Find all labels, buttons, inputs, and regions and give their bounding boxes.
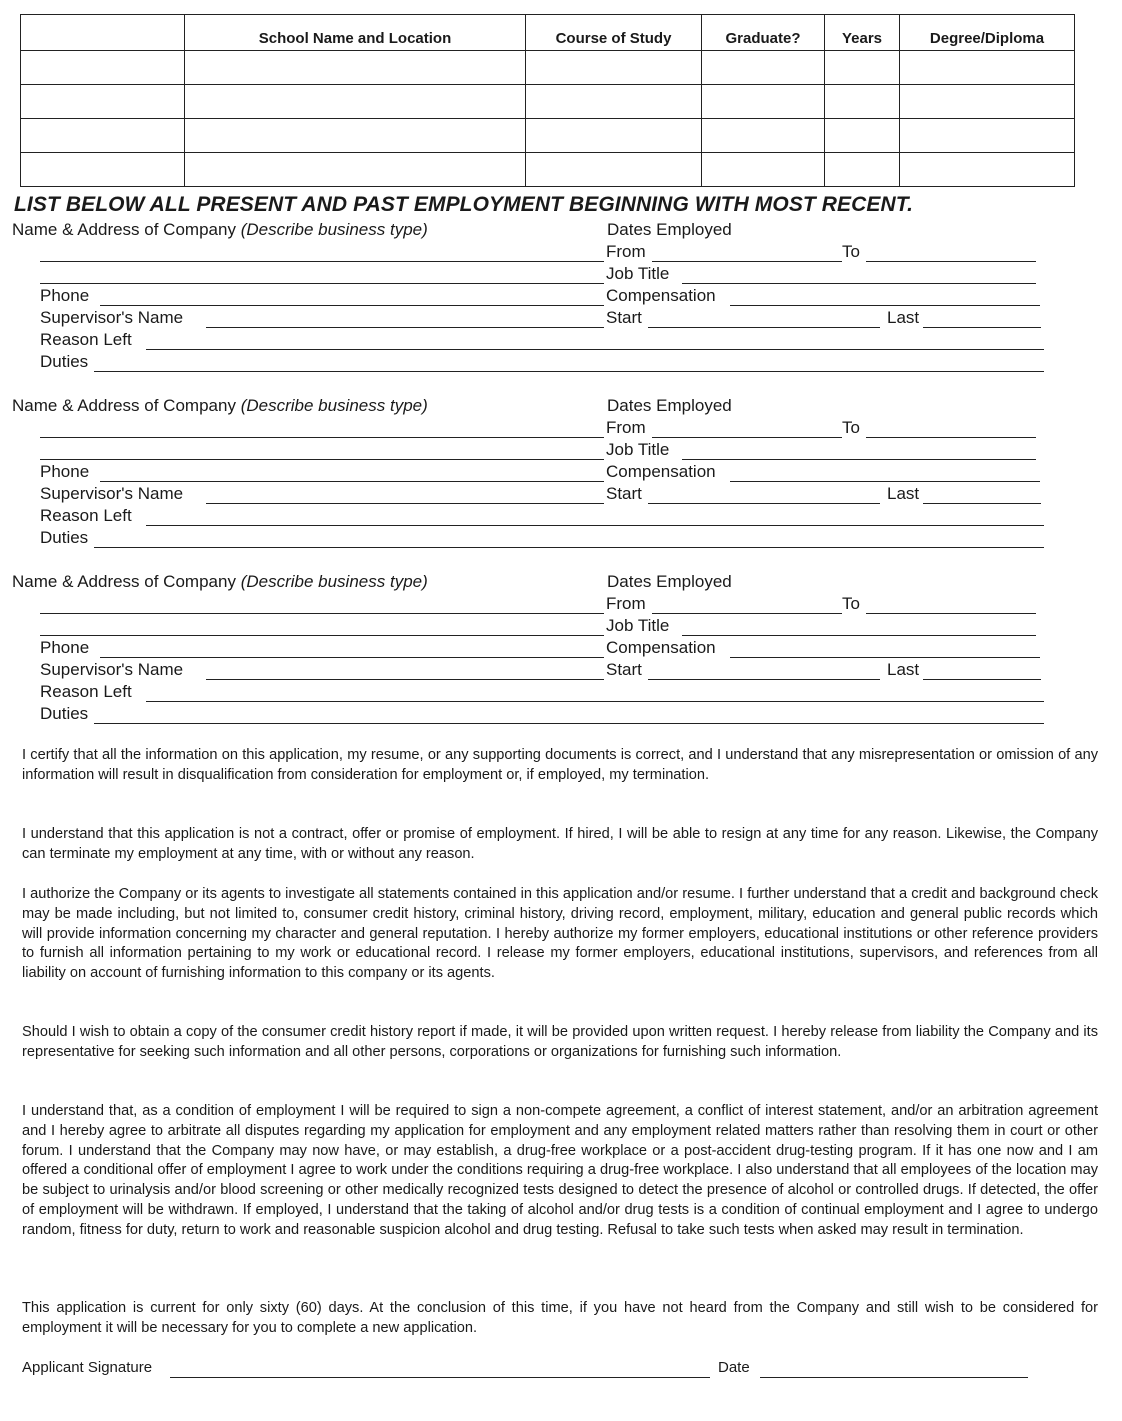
last-field[interactable] [923,503,1041,504]
table-row [21,119,1075,153]
education-cell-degree[interactable] [900,153,1075,187]
duties-field[interactable] [94,371,1044,372]
start-field[interactable] [648,503,880,504]
compensation-field[interactable] [730,481,1040,482]
from-field[interactable] [652,437,842,438]
company-address-field[interactable] [40,613,604,614]
duties-field[interactable] [94,723,1044,724]
company-address-field[interactable] [40,437,604,438]
education-cell-level[interactable] [21,153,185,187]
reason-left-field[interactable] [146,701,1044,702]
job-title-label: Job Title [606,440,670,459]
to-field[interactable] [866,437,1036,438]
to-label: To [842,242,860,261]
duties-label: Duties [40,704,89,723]
job-title-field[interactable] [682,635,1036,636]
education-cell-course[interactable] [526,153,702,187]
certification-paragraph: I authorize the Company or its agents to investigate all statements contained in this application and/or resume. I further understand that a credit and background check may be made including, but not limited to, consumer credit history, criminal history, driving record, employment, military, education and general public records which will provide information concerning my character and general reputation. I hereby authorize my former employers, educational institutions or other reference providers to furnish all information pertaining to my work or educational record. I release my former employers, educational institutions, supervisors, and references from all liability on account of furnishing information to this company or its agents. [22,886,1098,982]
education-header-years: Years [825,15,900,51]
company-address-field-2[interactable] [40,283,604,284]
duties-label: Duties [40,352,89,371]
job-title-label: Job Title [606,616,670,635]
compensation-field[interactable] [730,657,1040,658]
certification-paragraph: I understand that, as a condition of employment I will be required to sign a non-compete agreement, a conflict of interest statement, and/or an arbitration agreement and I hereby agree to arbitrate all disputes regarding my application for employment and any employment related matters rather than resolving them in court or other forum. I understand that the Company may now have, or may establish, a drug-free workplace or a post-accident drug-testing program. If it has one now and I am offered a conditional offer of employment I agree to work under the conditions requiring a drug-free workplace. I also understand that all employees of the location may be subject to urinalysis and/or blood screening or other medically recognized tests designed to detect the presence of alcohol or controlled drugs. If detected, the offer of employment will be withdrawn. If employed, I understand that the taking of alcohol and/or drug tests is a condition of continual employment and I agree to undergo random, fitness for duty, return to work and reasonable suspicion alcohol and drug testing. Refusal to take such tests when asked may result in termination. [22,1103,1098,1238]
table-row [21,153,1075,187]
dates-employed-label: Dates Employed [607,396,732,415]
last-label: Last [887,660,920,679]
compensation-label: Compensation [606,638,716,657]
from-field[interactable] [652,613,842,614]
to-label: To [842,418,860,437]
supervisor-label: Supervisor's Name [40,484,184,503]
dates-employed-label: Dates Employed [607,572,732,591]
phone-label: Phone [40,286,90,305]
last-field[interactable] [923,327,1041,328]
signature-field[interactable] [170,1377,710,1378]
duties-label: Duties [40,528,89,547]
supervisor-field[interactable] [206,327,604,328]
education-cell-years[interactable] [825,119,900,153]
education-cell-school[interactable] [185,85,526,119]
company-hint: (Describe business type) [240,572,428,591]
table-row [21,51,1075,85]
compensation-label: Compensation [606,286,716,305]
employment-heading: LIST BELOW ALL PRESENT AND PAST EMPLOYMENT BEGINNING WITH MOST RECENT. [14,193,914,216]
to-field[interactable] [866,261,1036,262]
date-label: Date [718,1359,750,1376]
education-cell-level[interactable] [21,85,185,119]
dates-employed-label: Dates Employed [607,220,732,239]
company-label-text: Name & Address of Company [12,220,236,239]
company-label-text: Name & Address of Company [12,396,236,415]
phone-field[interactable] [100,305,604,306]
education-cell-school[interactable] [185,119,526,153]
education-cell-degree[interactable] [900,85,1075,119]
company-hint: (Describe business type) [240,396,428,415]
reason-left-label: Reason Left [40,506,132,525]
last-label: Last [887,484,920,503]
supervisor-field[interactable] [206,679,604,680]
company-hint: (Describe business type) [240,220,428,239]
education-cell-school[interactable] [185,153,526,187]
education-header-degree: Degree/Diploma [900,15,1075,51]
phone-field[interactable] [100,657,604,658]
from-label: From [606,418,646,437]
start-label: Start [606,660,642,679]
company-label [12,396,428,416]
signature-label: Applicant Signature [22,1359,153,1376]
education-cell-course[interactable] [526,85,702,119]
company-label [12,572,428,592]
company-address-field[interactable] [40,261,604,262]
last-label: Last [887,308,920,327]
phone-label: Phone [40,462,90,481]
education-table [20,14,1075,187]
company-address-field-2[interactable] [40,635,604,636]
education-header-course: Course of Study [526,15,702,51]
to-field[interactable] [866,613,1036,614]
education-cell-degree[interactable] [900,119,1075,153]
certification-paragraph: Should I wish to obtain a copy of the consumer credit history report if made, it will be provided upon written request. I hereby release from liability the Company and its representative for seeking such information and all other persons, corporations or organizations for furnishing such information. [22,1024,1098,1060]
education-header-blank [21,15,185,51]
education-cell-degree[interactable] [900,51,1075,85]
start-field[interactable] [648,679,880,680]
supervisor-field[interactable] [206,503,604,504]
education-cell-level[interactable] [21,119,185,153]
certification-paragraph: I certify that all the information on this application, my resume, or any supporting documents is correct, and I understand that any misrepresentation or omission of any information will result in disqualification from consideration for employment or, if employed, my termination. [22,747,1098,783]
education-cell-course[interactable] [526,119,702,153]
reason-left-label: Reason Left [40,682,132,701]
certification-paragraph: I understand that this application is not a contract, offer or promise of employment. If hired, I will be able to resign at any time for any reason. Likewise, the Company can terminate my employment at any time, with or without any reason. [22,826,1098,862]
supervisor-label: Supervisor's Name [40,308,184,327]
table-row [21,85,1075,119]
job-title-label: Job Title [606,264,670,283]
education-cell-years[interactable] [825,85,900,119]
duties-field[interactable] [94,547,1044,548]
start-label: Start [606,308,642,327]
reason-left-field[interactable] [146,525,1044,526]
start-field[interactable] [648,327,880,328]
from-field[interactable] [652,261,842,262]
education-cell-course[interactable] [526,51,702,85]
education-header-row [21,15,1075,51]
from-label: From [606,594,646,613]
from-label: From [606,242,646,261]
education-cell-graduate[interactable] [702,153,825,187]
phone-label: Phone [40,638,90,657]
education-cell-graduate[interactable] [702,119,825,153]
compensation-field[interactable] [730,305,1040,306]
education-cell-graduate[interactable] [702,85,825,119]
to-label: To [842,594,860,613]
company-label [12,220,428,240]
education-header-graduate: Graduate? [702,15,825,51]
education-cell-years[interactable] [825,51,900,85]
start-label: Start [606,484,642,503]
education-cell-school[interactable] [185,51,526,85]
reason-left-field[interactable] [146,349,1044,350]
education-header-school: School Name and Location [185,15,526,51]
education-cell-graduate[interactable] [702,51,825,85]
education-cell-level[interactable] [21,51,185,85]
reason-left-label: Reason Left [40,330,132,349]
phone-field[interactable] [100,481,604,482]
supervisor-label: Supervisor's Name [40,660,184,679]
job-title-field[interactable] [682,459,1036,460]
last-field[interactable] [923,679,1041,680]
company-address-field-2[interactable] [40,459,604,460]
date-field[interactable] [760,1377,1028,1378]
compensation-label: Compensation [606,462,716,481]
education-cell-years[interactable] [825,153,900,187]
job-title-field[interactable] [682,283,1036,284]
company-label-text: Name & Address of Company [12,572,236,591]
certification-paragraph: This application is current for only sixty (60) days. At the conclusion of this time, if you have not heard from the Company and still wish to be considered for employment it will be necessary for you to complete a new application. [22,1300,1098,1336]
